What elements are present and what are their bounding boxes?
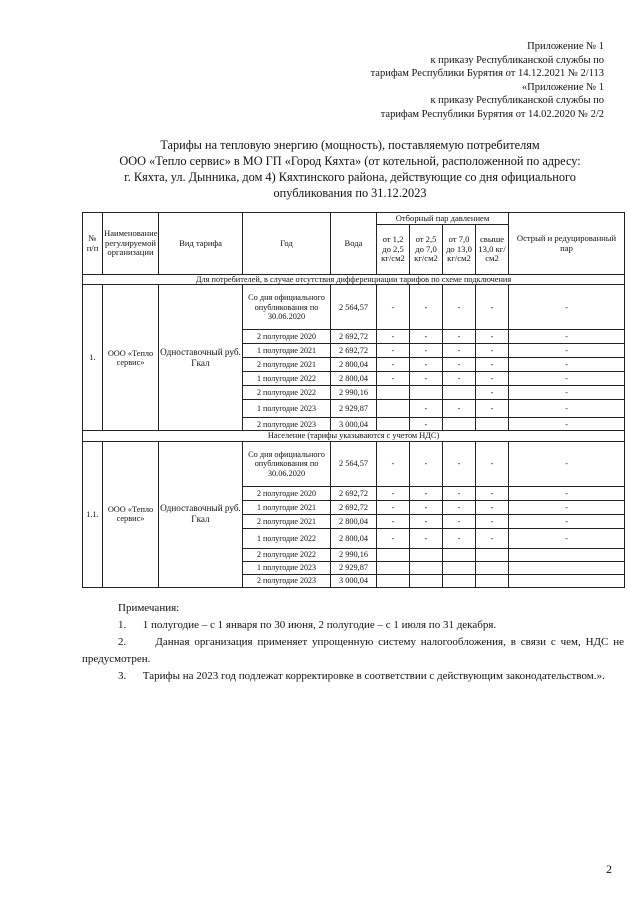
- title-line: Тарифы на тепловую энергию (мощность), поставляемую потребителям: [160, 138, 540, 152]
- steam-value: [476, 548, 509, 561]
- header-line: тарифам Республики Бурятия от 14.02.2020 № 2/2: [380, 108, 604, 120]
- steam-value: -: [476, 441, 509, 486]
- header-steam-2: от 2,5 до 7,0 кг/см2: [410, 225, 443, 275]
- header-line: «Приложение № 1: [521, 81, 604, 93]
- steam-value: [377, 561, 410, 574]
- steam-value: -: [443, 285, 476, 330]
- steam-value: -: [476, 386, 509, 400]
- steam-value: -: [476, 358, 509, 372]
- header-steam-4: свыше 13,0 кг/см2: [476, 225, 509, 275]
- steam-value: -: [377, 285, 410, 330]
- period-cell: 2 полугодие 2022: [243, 548, 331, 561]
- steam-value: -: [443, 400, 476, 418]
- steam-value: -: [377, 330, 410, 344]
- page-number: 2: [606, 862, 612, 876]
- water-value: 3 000,04: [331, 418, 377, 431]
- steam-value: -: [476, 528, 509, 548]
- steam-value: -: [410, 372, 443, 386]
- sharp-steam-value: [509, 574, 625, 587]
- period-cell: 2 полугодие 2020: [243, 330, 331, 344]
- steam-value: -: [410, 344, 443, 358]
- steam-value: -: [410, 358, 443, 372]
- steam-value: -: [443, 514, 476, 528]
- header-line: тарифам Республики Бурятия от 14.12.2021 № 2/113: [370, 68, 604, 79]
- steam-value: -: [410, 330, 443, 344]
- header-type: Вид тарифа: [159, 213, 243, 275]
- period-cell: Со дня официального опубликования по 30.06.2020: [243, 441, 331, 486]
- notes-block: [82, 600, 627, 685]
- steam-value: [476, 574, 509, 587]
- steam-value: -: [476, 285, 509, 330]
- steam-value: -: [377, 441, 410, 486]
- header-line: к приказу Республиканской службы по: [430, 95, 604, 106]
- period-cell: 2 полугодие 2021: [243, 514, 331, 528]
- sharp-steam-value: -: [509, 528, 625, 548]
- sharp-steam-value: -: [509, 358, 625, 372]
- period-cell: 2 полугодие 2023: [243, 574, 331, 587]
- document-title: [80, 137, 620, 201]
- steam-value: [476, 418, 509, 431]
- header-sharp-steam: Острый и редуцированный пар: [509, 213, 625, 275]
- steam-value: [410, 386, 443, 400]
- tariff-type: Одноставочный руб. Гкал: [159, 285, 243, 431]
- header-water: Вода: [331, 213, 377, 275]
- steam-value: -: [410, 500, 443, 514]
- water-value: 2 990,16: [331, 548, 377, 561]
- notes-heading: Примечания:: [118, 602, 180, 614]
- steam-value: [377, 548, 410, 561]
- steam-value: [377, 574, 410, 587]
- steam-value: [443, 561, 476, 574]
- period-cell: 1 полугодие 2022: [243, 372, 331, 386]
- period-cell: 2 полугодие 2020: [243, 486, 331, 500]
- steam-value: [410, 561, 443, 574]
- period-cell: 2 полугодие 2023: [243, 418, 331, 431]
- water-value: 2 692,72: [331, 500, 377, 514]
- steam-value: -: [476, 330, 509, 344]
- water-value: 2 564,57: [331, 441, 377, 486]
- steam-value: -: [410, 400, 443, 418]
- header-year: Год: [243, 213, 331, 275]
- steam-value: -: [476, 514, 509, 528]
- sharp-steam-value: -: [509, 400, 625, 418]
- steam-value: -: [377, 344, 410, 358]
- header-num: № п/п: [83, 213, 103, 275]
- steam-value: -: [443, 486, 476, 500]
- sharp-steam-value: -: [509, 500, 625, 514]
- water-value: 2 692,72: [331, 486, 377, 500]
- steam-value: -: [443, 528, 476, 548]
- steam-value: -: [377, 372, 410, 386]
- steam-value: [443, 386, 476, 400]
- row-num: 1.: [83, 285, 103, 431]
- steam-value: [377, 418, 410, 431]
- steam-value: -: [443, 358, 476, 372]
- steam-value: [443, 574, 476, 587]
- title-line: г. Кяхта, ул. Дынника, дом 4) Кяхтинского района, действующие со дня официального: [124, 170, 576, 184]
- water-value: 2 929,87: [331, 561, 377, 574]
- header-line: к приказу Республиканской службы по: [430, 54, 604, 66]
- water-value: 2 564,57: [331, 285, 377, 330]
- period-cell: 1 полугодие 2023: [243, 400, 331, 418]
- sharp-steam-value: -: [509, 418, 625, 431]
- document-header: [371, 40, 604, 121]
- period-cell: 2 полугодие 2022: [243, 386, 331, 400]
- title-line: опубликования по 31.12.2023: [273, 186, 427, 200]
- steam-value: -: [410, 486, 443, 500]
- period-cell: 2 полугодие 2021: [243, 358, 331, 372]
- steam-value: [377, 386, 410, 400]
- steam-value: -: [410, 418, 443, 431]
- header-steam-1: от 1,2 до 2,5 кг/см2: [377, 225, 410, 275]
- sharp-steam-value: -: [509, 514, 625, 528]
- steam-value: -: [443, 330, 476, 344]
- water-value: 2 692,72: [331, 344, 377, 358]
- steam-value: -: [377, 500, 410, 514]
- sharp-steam-value: -: [509, 285, 625, 330]
- tariff-table: [82, 212, 625, 588]
- period-cell: Со дня официального опубликования по 30.06.2020: [243, 285, 331, 330]
- steam-value: -: [377, 486, 410, 500]
- steam-value: [476, 561, 509, 574]
- sharp-steam-value: -: [509, 486, 625, 500]
- steam-value: -: [443, 441, 476, 486]
- steam-value: [410, 548, 443, 561]
- period-cell: 1 полугодие 2022: [243, 528, 331, 548]
- sharp-steam-value: -: [509, 344, 625, 358]
- org-name: ООО «Тепло сервис»: [103, 441, 159, 587]
- row-num: 1.1.: [83, 441, 103, 587]
- water-value: 2 990,16: [331, 386, 377, 400]
- section-title: Население (тарифы указываются с учетом НДС): [83, 431, 625, 441]
- steam-value: [410, 574, 443, 587]
- steam-value: [443, 418, 476, 431]
- sharp-steam-value: -: [509, 372, 625, 386]
- steam-value: -: [476, 372, 509, 386]
- header-org: Наименование регулируемой организации: [103, 213, 159, 275]
- water-value: 2 800,04: [331, 528, 377, 548]
- sharp-steam-value: [509, 561, 625, 574]
- tariff-type: Одноставочный руб. Гкал: [159, 441, 243, 587]
- water-value: 2 800,04: [331, 514, 377, 528]
- water-value: 2 692,72: [331, 330, 377, 344]
- note-item: 3. Тарифы на 2023 год подлежат корректировке в соответствии с действующим законодательством.».: [118, 670, 605, 682]
- steam-value: -: [476, 400, 509, 418]
- steam-value: -: [476, 500, 509, 514]
- steam-value: -: [410, 514, 443, 528]
- water-value: 2 800,04: [331, 358, 377, 372]
- note-item: 2. Данная организация применяет упрощенную систему налогообложения, в связи с чем, НДС не предусмотрен.: [82, 636, 627, 665]
- sharp-steam-value: -: [509, 330, 625, 344]
- steam-value: -: [443, 372, 476, 386]
- steam-value: -: [443, 500, 476, 514]
- steam-value: -: [410, 285, 443, 330]
- steam-value: [377, 400, 410, 418]
- steam-value: -: [476, 486, 509, 500]
- steam-value: -: [410, 441, 443, 486]
- steam-value: -: [410, 528, 443, 548]
- header-steam-3: от 7,0 до 13,0 кг/см2: [443, 225, 476, 275]
- water-value: 2 800,04: [331, 372, 377, 386]
- header-line: Приложение № 1: [527, 41, 604, 52]
- steam-value: -: [443, 344, 476, 358]
- water-value: 2 929,87: [331, 400, 377, 418]
- header-steam-group: Отборный пар давлением: [377, 213, 509, 225]
- water-value: 3 000,04: [331, 574, 377, 587]
- sharp-steam-value: [509, 548, 625, 561]
- period-cell: 1 полугодие 2023: [243, 561, 331, 574]
- steam-value: -: [377, 514, 410, 528]
- section-title: Для потребителей, в случае отсутствия дифференциации тарифов по схеме подключения: [83, 275, 625, 285]
- steam-value: -: [377, 358, 410, 372]
- steam-value: [443, 548, 476, 561]
- period-cell: 1 полугодие 2021: [243, 344, 331, 358]
- steam-value: -: [476, 344, 509, 358]
- sharp-steam-value: -: [509, 386, 625, 400]
- period-cell: 1 полугодие 2021: [243, 500, 331, 514]
- steam-value: -: [377, 528, 410, 548]
- note-item: 1. 1 полугодие – с 1 января по 30 июня, 2 полугодие – с 1 июля по 31 декабря.: [118, 619, 497, 631]
- org-name: ООО «Тепло сервис»: [103, 285, 159, 431]
- sharp-steam-value: -: [509, 441, 625, 486]
- title-line: ООО «Тепло сервис» в МО ГП «Город Кяхта» (от котельной, расположенной по адресу:: [119, 154, 581, 168]
